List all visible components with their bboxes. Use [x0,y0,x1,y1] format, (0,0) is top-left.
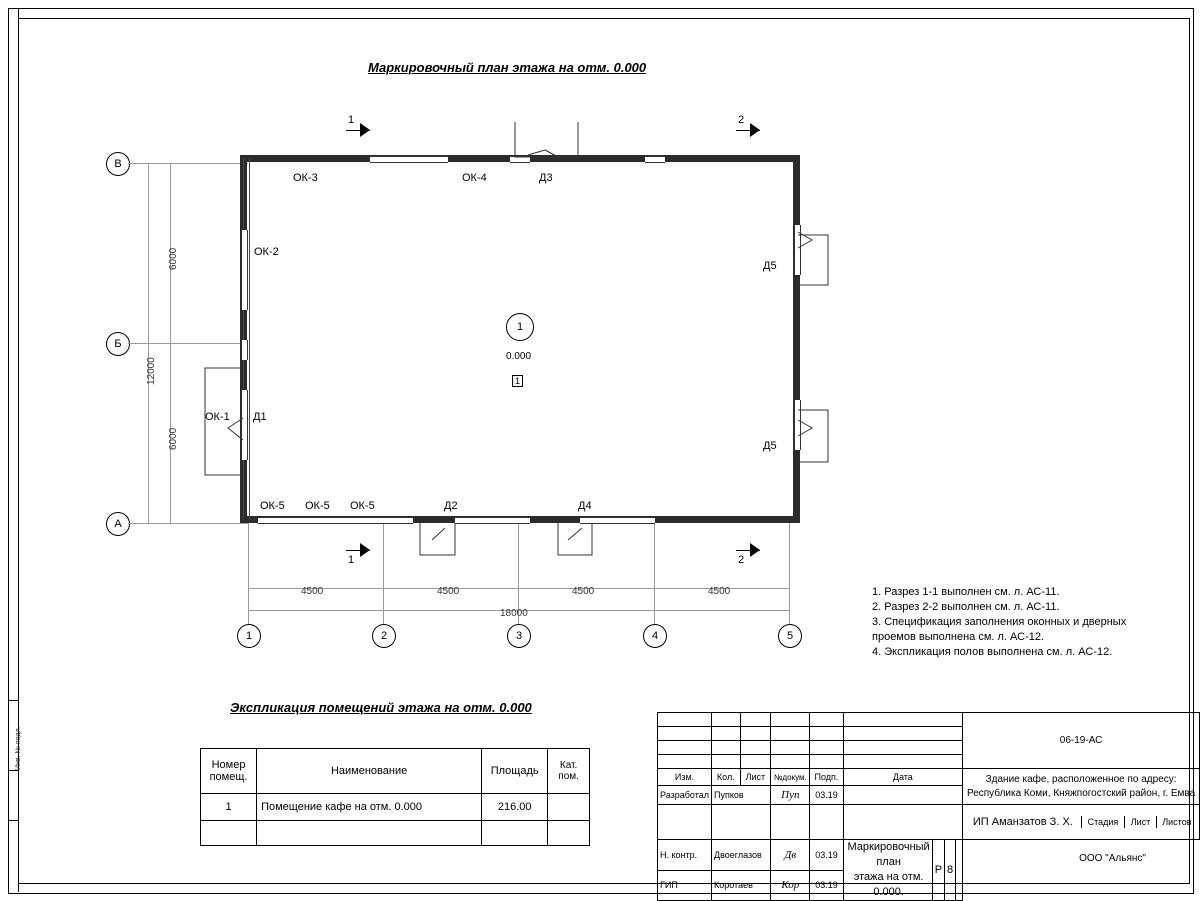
label-ok2: ОК-2 [254,246,279,258]
dim-bottom-1: 4500 [437,586,460,597]
th-category: Кат. пом. [548,749,590,794]
th-room-number: Номер помещ. [201,749,257,794]
note-3: 3. Спецификация заполнения оконных и дверных [872,616,1127,628]
dim-total-bottom: 18000 [500,608,528,619]
dim-bottom-0: 4500 [301,586,324,597]
cell-name: Помещение кафе на отм. 0.000 [257,794,482,821]
stamp-col-ndoc: №докум. [771,769,810,786]
section-arrow-1-bottom [360,543,374,557]
door-d1-opening [241,390,248,460]
dim-tick-b-1 [383,580,384,596]
cell-category [548,794,590,821]
dim-tick-l-1 [163,343,177,344]
wall-left-inner-line [249,158,250,520]
stamp-signature-developer: Пуп [771,786,810,805]
plan-title: Маркировочный план этажа на отм. 0.000 [368,60,647,75]
sheet-left-divider-3 [8,820,18,821]
stamp-code: 06-19-АС [963,713,1200,769]
section-mark-1-top: 1 [348,114,355,126]
stamp-role-gip: ГИП [658,870,712,901]
section-arrow-1-top [360,123,374,137]
axis-circle-v-0: В [106,152,130,176]
wall-right [793,155,800,523]
stamp-blank-row [658,713,1200,727]
stamp-object-line1: Здание кафе, расположенное по адресу: [985,773,1177,785]
sheet-left-divider-2 [8,770,18,771]
dim-tick-b-2 [518,580,519,596]
axis-circle-h-0: 1 [237,624,261,648]
note-4: проемов выполнена см. л. АС-12. [872,631,1045,643]
window-ok2-opening [241,230,248,310]
explication-title: Экспликация помещений этажа на отм. 0.000 [230,700,532,715]
axis-line-v-1 [128,343,248,344]
dim-total-line-left [148,163,149,523]
stamp-drawing-title-line2: этажа на отм. 0.000. [853,871,924,898]
cell-name-empty [257,821,482,846]
stamp-col-podp: Подп. [810,769,843,786]
label-ok5-c: ОК-5 [350,500,375,512]
axis-line-h-3 [654,523,655,624]
stamp-object-line2: Республика Коми, Княжпогостский район, г. Емва [966,787,1196,799]
label-ok5-a: ОК-5 [260,500,285,512]
stamp-sheets-header: Листов [1156,816,1197,828]
label-ok1: ОК-1 [205,411,230,423]
stamp-signature-gip: Кор [771,870,810,901]
sheet-left-divider-1 [8,700,18,701]
notes-block [872,585,1126,660]
stamp-object [963,769,1200,805]
label-d5-bottom: Д5 [763,440,777,452]
stamp-col-list: Лист [740,769,771,786]
dim-total-tick-l [248,603,249,617]
dim-total-tick-b [142,523,154,524]
axis-circle-h-2: 3 [507,624,531,648]
stamp-list-value: 8 [945,840,956,900]
stamp-col-kol: Кол. [712,769,741,786]
dim-total-left: 12000 [146,357,157,385]
th-area: Площадь [482,749,548,794]
label-d1: Д1 [253,411,267,423]
room-elevation: 0.000 [503,350,534,363]
door-d4-opening [580,517,655,524]
cell-area: 216.00 [482,794,548,821]
door-d5-bottom-opening [794,400,801,450]
window-ok5-group-opening [258,517,413,524]
axis-circle-h-3: 4 [643,624,667,648]
stamp-role-developer: Разработал [658,786,712,805]
stamp-drawing-title-line1: Маркировочный план [847,841,930,868]
table-row [201,821,590,846]
dim-bottom-2: 4500 [572,586,595,597]
note-2: 2. Разрез 2-2 выполнен см. л. АС-11. [872,601,1060,613]
section-arrow-2-top [750,123,764,137]
stamp-stage-value: Р [932,840,944,900]
explication-table [200,748,590,846]
note-1: 1. Разрез 1-1 выполнен см. л. АС-11. [872,586,1060,598]
label-d4: Д4 [578,500,592,512]
floor-type-marker: 1 [512,375,523,387]
cell-category-empty [548,821,590,846]
label-ok3: ОК-3 [293,172,318,184]
cell-room-number-empty [201,821,257,846]
dim-total-tick-t [142,163,154,164]
label-d2: Д2 [444,500,458,512]
door-d2-opening [455,517,530,524]
stamp-col-izm: Изм. [658,769,712,786]
label-ok4: ОК-4 [462,172,487,184]
stamp-sheets-value [956,840,961,900]
stamp-name-norm: Двоеглазов [712,840,771,871]
stamp-col-headers-row [658,769,1200,786]
stamp-list-header: Лист [1125,816,1156,828]
cell-room-number: 1 [201,794,257,821]
stamp-date-gip: 03.19 [810,870,843,901]
door-d5-top-opening [794,225,801,275]
stamp-company: ООО "Альянс" [1079,852,1146,864]
section-arrow-2-bottom [750,543,764,557]
axis-circle-v-1: Б [106,332,130,356]
stamp-stage-header: Стадия [1081,816,1125,828]
axis-line-h-1 [383,523,384,624]
dim-left-0: 6000 [168,247,179,270]
axis-circle-h-1: 2 [372,624,396,648]
dim-tick-b-0 [248,580,249,596]
window-ok4-opening-right [645,156,665,163]
wall-left-outer-line [243,158,244,520]
section-mark-2-top: 2 [738,114,745,126]
label-d3: Д3 [539,172,553,184]
table-header-row [201,749,590,794]
dim-total-tick-r [789,603,790,617]
sheet-left-text: Инв. № подл. [15,726,22,770]
section-mark-2-bottom: 2 [738,554,745,566]
dim-bottom-3: 4500 [708,586,731,597]
dim-tick-b-3 [654,580,655,596]
table-row [201,794,590,821]
th-name: Наименование [257,749,482,794]
door-d3-opening [510,156,530,163]
stamp-name-developer: Пупков [712,786,771,805]
cell-area-empty [482,821,548,846]
label-ok5-b: ОК-5 [305,500,330,512]
stamp-drawing-title-cell [843,840,963,901]
axis-circle-v-2: А [106,512,130,536]
stamp-customer-name: ИП Аманзатов З. Х. [972,816,1073,828]
stamp-name-gip: Коротаев [712,870,771,901]
axis-circle-h-4: 5 [778,624,802,648]
stamp-customer [963,805,1200,840]
dim-left-1: 6000 [168,427,179,450]
section-mark-1-bottom: 1 [348,554,355,566]
dim-tick-l-2 [163,523,177,524]
wall-left-gap-b [241,340,248,360]
stamp-signature-norm: Дв [771,840,810,871]
stamp-date-developer: 03.19 [810,786,843,805]
stamp-date-norm: 03.19 [810,840,843,871]
stamp-role-norm: Н. контр. [658,840,712,871]
note-5: 4. Экспликация полов выполнена см. л. АС-12. [872,646,1113,658]
window-ok3-opening [370,156,448,163]
dim-tick-b-4 [789,580,790,596]
stamp-row-customer [658,805,1200,840]
label-d5-top: Д5 [763,260,777,272]
room-number-marker: 1 [506,313,534,341]
stamp-col-data: Дата [843,769,963,786]
dim-tick-l-0 [163,163,177,164]
